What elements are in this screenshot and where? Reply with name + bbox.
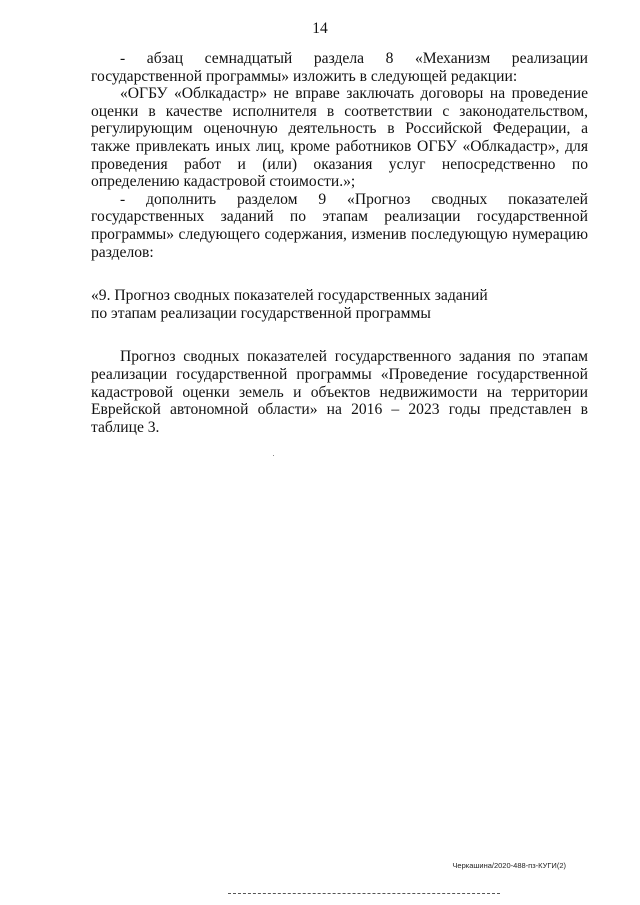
document-body (91, 50, 588, 436)
paragraph-add-section: - дополнить разделом 9 «Прогноз сводных показателей государственных заданий по этапам реализации государственной программы» следующего содержания, изменив последующую нумерацию разделов: (91, 190, 588, 261)
page-number: 14 (312, 20, 328, 37)
bottom-edge-line (228, 893, 500, 894)
paragraph-amendment-quote: «ОГБУ «Облкадастр» не вправе заключать договоры на проведение оценки в качестве исполнителя в соответствии с законодательством, регулирующим оценочную деятельность в Российской Федерации, а также привлекать иных лиц, кроме работников ОГБУ «Облкадастр», для проведения работ и (или) оказания услуг непосредственно по определению кадастровой стоимости.»; (91, 85, 588, 191)
section-heading-line-2: по этапам реализации государственной программы (91, 304, 431, 322)
stray-dot (273, 455, 274, 456)
section-heading-line-1: «9. Прогноз сводных показателей государственных заданий (91, 287, 488, 305)
paragraph-amendment-intro: - абзац семнадцатый раздела 8 «Механизм реализации государственной программы» изложить в следующей редакции: (91, 50, 588, 85)
paragraph-forecast: Прогноз сводных показателей государственного задания по этапам реализации государственной программы «Проведение государственной кадастровой оценки земель и объектов недвижимости на территории Еврейской автономной области» на 2016 – 2023 годы представлен в таблице 3. (91, 348, 588, 436)
section-heading (91, 287, 588, 322)
footer-document-code: Черкашина/2020-488-пз-КУГИ(2) (452, 861, 566, 870)
